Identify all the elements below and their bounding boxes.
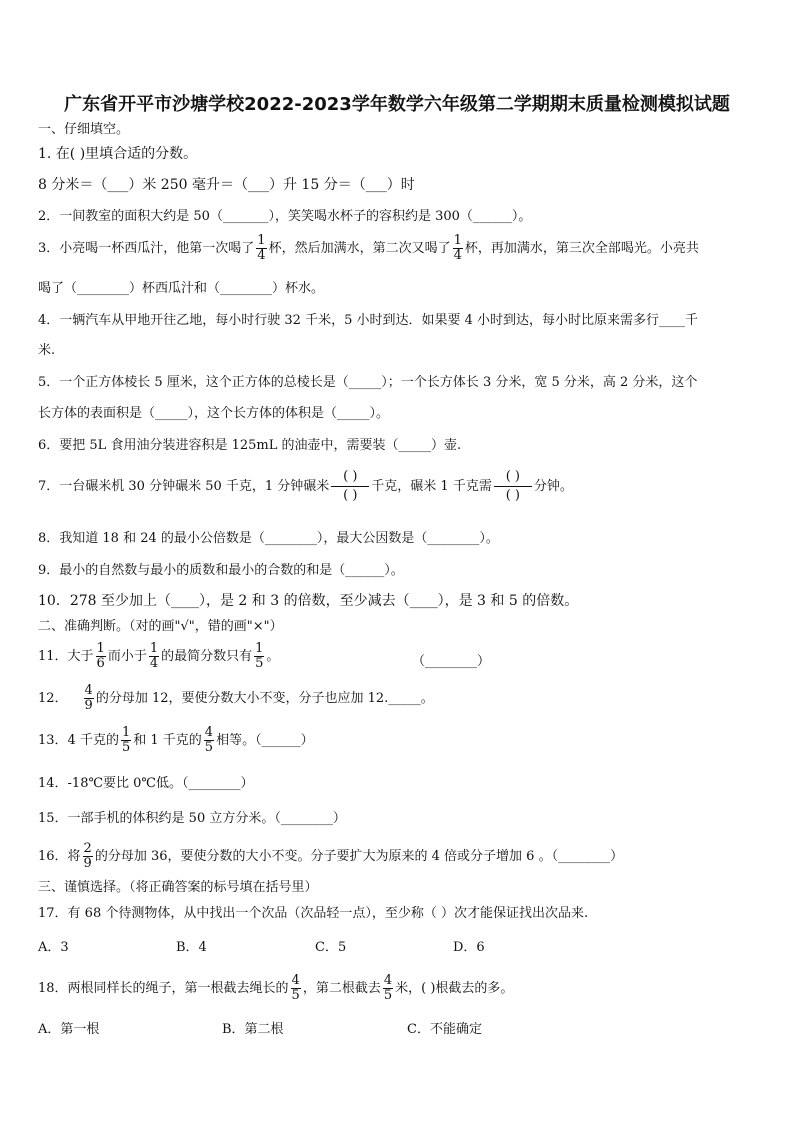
fraction: $\frac{4}{5}$ <box>204 725 214 755</box>
fraction: $\frac{4}{5}$ <box>291 973 300 1003</box>
fraction: $\frac{1}{4}$ <box>453 233 462 263</box>
question-8: 8．我知道 18 和 24 的最小公倍数是（________），最大公因数是（________）。 <box>38 531 499 546</box>
question-13: 13．4 千克的 $\frac{1}{5}$ 和 1 千克的 $\frac{4}{5}$ 相等。（______） <box>38 725 314 755</box>
option-a: A．第一根 <box>38 1022 100 1037</box>
section-heading: 三、谨慎选择。（将正确答案的标号填在括号里） <box>38 880 318 895</box>
question-3-line2: 喝了（________）杯西瓜汁和（________）杯水。 <box>38 281 325 296</box>
section-heading: 二、准确判断。（对的画"√"，错的画"×"） <box>38 619 283 634</box>
question-16: 16．将 $\frac{2}{9}$ 的分母加 36，要使分数的大小不变。分子要扩大为原来的 4 倍或分子增加 6 。（________） <box>38 841 624 871</box>
question-15: 15．一部手机的体积约是 50 立方分米。（________） <box>38 811 346 826</box>
fraction: $\frac{4}{9}$ <box>84 683 93 713</box>
page-title: 广东省开平市沙塘学校2022-2023学年数学六年级第二学期期末质量检测模拟试题 <box>64 94 730 115</box>
option-a: A．3 <box>38 940 69 955</box>
question-9: 9．最小的自然数与最小的质数和最小的合数的和是（______）。 <box>38 563 404 578</box>
question-5: 5．一个正方体棱长 5 厘米，这个正方体的总棱长是（_____）；一个长方体长 3 分米，宽 5 分米，高 2 分米，这个 <box>38 375 698 390</box>
question-1-items: 8 分米＝（___）米 250 毫升＝（___）升 15 分＝（___）时 <box>38 177 415 193</box>
fraction: $\frac{1}{5}$ <box>255 641 264 671</box>
fraction: $\frac{1}{5}$ <box>121 725 131 755</box>
question-7: 7．一台碾米机 30 分钟碾米 50 千克，1 分钟碾米 $\frac{( )}{( )}$ 千克，碾米 1 千克需 $\frac{( )}{( )}$ 分钟。 <box>38 469 573 503</box>
question-10: 10．278 至少加上（____），是 2 和 3 的倍数，至少减去（____），是 3 和 5 的倍数。 <box>38 593 579 609</box>
question-6: 6．要把 5L 食用油分装进容积是 125mL 的油壶中，需要装（_____）壶. <box>38 438 462 453</box>
option-d: D．6 <box>453 940 485 955</box>
blank-fraction: $\frac{( )}{( )}$ <box>331 468 369 505</box>
question-11: 11．大于 $\frac{1}{6}$ 而小于 $\frac{1}{4}$ 的最简分数只有 $\frac{1}{5}$ 。 <box>38 641 280 671</box>
question-12: 12． $\frac{4}{9}$ 的分母加 12，要使分数大小不变，分子也应加 12._____。 <box>38 683 434 713</box>
fraction: $\frac{1}{6}$ <box>96 641 105 671</box>
question-4-line2: 米. <box>38 343 56 358</box>
question-14: 14．-18℃要比 0℃低。（________） <box>38 776 254 791</box>
question-5-line2: 长方体的表面积是（_____），这个长方体的体积是（_____）。 <box>38 406 390 421</box>
option-b: B．第二根 <box>222 1022 284 1037</box>
question-17: 17．有 68 个待测物体，从中找出一个次品（次品轻一点），至少称（ ）次才能保证找出次品来. <box>38 906 589 921</box>
question-1: 1. 在( )里填合适的分数。 <box>38 146 198 162</box>
question-4: 4．一辆汽车从甲地开往乙地，每小时行驶 32 千米，5 小时到达．如果要 4 小时到达，每小时比原来需多行____千 <box>38 313 699 328</box>
fraction: $\frac{4}{5}$ <box>383 973 393 1003</box>
option-c: C．5 <box>315 940 347 955</box>
option-c: C．不能确定 <box>407 1022 482 1037</box>
fraction: $\frac{1}{4}$ <box>149 641 159 671</box>
fraction: $\frac{2}{9}$ <box>83 841 92 871</box>
question-3: 3．小亮喝一杯西瓜汁，他第一次喝了 $\frac{1}{4}$ 杯，然后加满水，第二次又喝了 $\frac{1}{4}$ 杯，再加满水，第三次全部喝光。小亮共 <box>38 233 699 263</box>
question-2: 2．一间教室的面积大约是 50（_______），笑笑喝水杯子的容积约是 300（______）。 <box>38 209 532 224</box>
answer-blank: （________） <box>412 654 491 669</box>
section-heading: 一、仔细填空。 <box>38 122 130 137</box>
blank-fraction: $\frac{( )}{( )}$ <box>494 468 532 505</box>
option-b: B．4 <box>176 940 207 955</box>
question-18: 18．两根同样长的绳子，第一根截去绳长的 $\frac{4}{5}$ ，第二根截去 $\frac{4}{5}$ 米，( )根截去的多。 <box>38 973 514 1003</box>
fraction: $\frac{1}{4}$ <box>257 233 266 263</box>
